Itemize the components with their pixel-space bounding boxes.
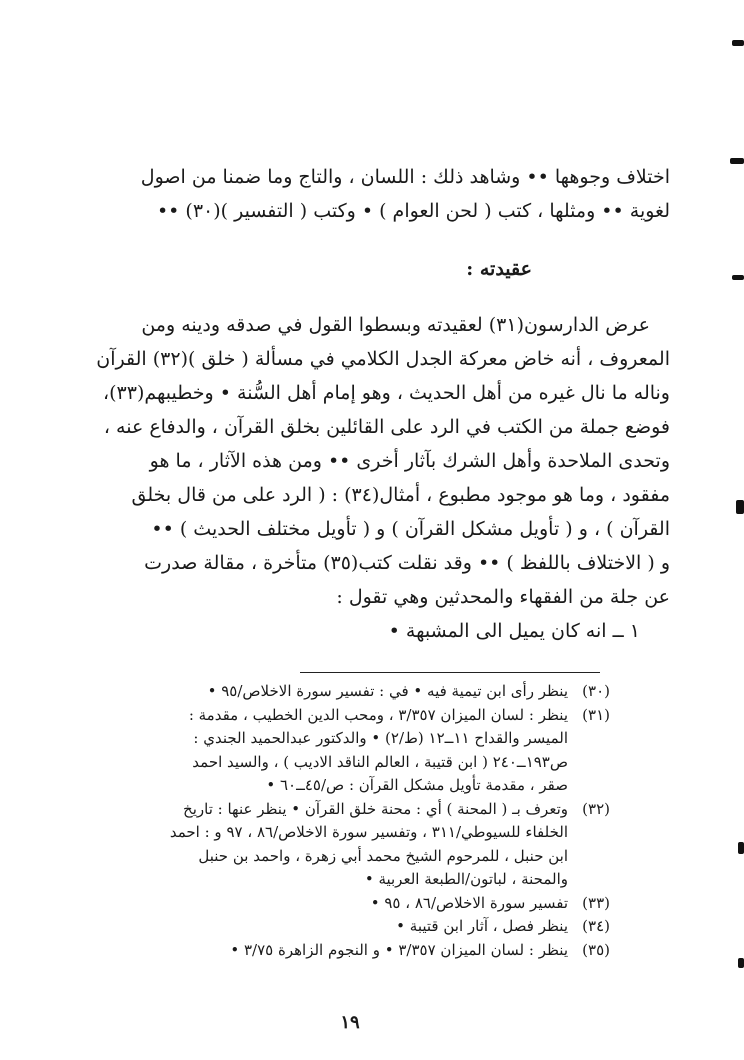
footnote-line: (٣٣)تفسير سورة الاخلاص/٨٦ ، ٩٥ • [70, 892, 610, 916]
text-line: لغوية •• ومثلها ، كتب ( لحن العوام ) • وكتب ( التفسير )(٣٠) •• [156, 200, 670, 222]
scan-edge-mark [730, 158, 744, 164]
text-line: فوضع جملة من الكتب في الرد على القائلين بخلق القرآن ، والدفاع عنه ، [103, 416, 670, 438]
intro-paragraph [70, 160, 670, 228]
footnote-line: (٣١)ينظر : لسان الميزان ٣/٣٥٧ ، ومحب الدين الخطيب ، مقدمة : [70, 704, 610, 728]
text-line: و ( الاختلاف باللفظ ) •• وقد نقلت كتب(٣٥) متأخرة ، مقالة صدرت [144, 552, 670, 574]
footnote-number: (٣٣) [582, 893, 610, 912]
text-line: عرض الدارسون(٣١) لعقيدته وبسطوا القول في صدقه ودينه ومن [141, 314, 650, 336]
footnote-line: والمحنة ، لباتون/الطبعة العربية • [364, 870, 568, 888]
footnote-line: صقر ، مقدمة تأويل مشكل القرآن : ص/٤٥ــ٦٠ • [266, 776, 568, 794]
footnote-number: (٣١) [582, 705, 610, 724]
footnote-line: ص١٩٣ــ٢٤٠ ( ابن قتيبة ، العالم الناقد الاديب ) ، والسيد احمد [192, 752, 568, 771]
text-line: وتحدى الملاحدة وأهل الشرك بآثار أخرى •• ومن هذه الآثار ، ما هو [149, 450, 670, 472]
footnote-line: (٣٢)وتعرف بـ ( المحنة ) أي : محنة خلق القرآن • ينظر عنها : تاريخ [70, 798, 610, 822]
text-line: اختلاف وجوهها •• وشاهد ذلك : اللسان ، والتاج وما ضمنا من اصول [140, 166, 670, 188]
footnote-line: (٣٠)ينظر رأى ابن تيمية فيه • في : تفسير سورة الاخلاص/٩٥ • [70, 680, 610, 704]
scan-edge-mark [732, 40, 744, 46]
footnote-line: (٣٥)ينظر : لسان الميزان ٣/٣٥٧ • و النجوم الزاهرة ٣/٧٥ • [70, 939, 610, 963]
page-number: ١٩ [340, 1012, 360, 1033]
section-body [70, 308, 670, 648]
footnote-line: ابن حنبل ، للمرحوم الشيخ محمد أبي زهرة ، واحمد بن حنبل [198, 846, 568, 865]
text-line: ١ ــ انه كان يميل الى المشبهة • [388, 620, 640, 642]
footnote-divider [300, 672, 600, 673]
footnote-number: (٣٠) [582, 682, 610, 700]
text-line: وناله ما نال غيره من أهل الحديث ، وهو إمام أهل السُّنة • وخطيبهم(٣٣)، [102, 382, 670, 404]
footnote-number: (٣٤) [582, 917, 610, 935]
footnote-line: الميسر والقداح ١١ــ١٢ (ط/٢) • والدكتور عبدالحميد الجندي : [193, 729, 568, 747]
footnote-number: (٣٢) [582, 799, 610, 818]
section-heading: عقيدته : [466, 258, 532, 280]
scan-edge-mark [738, 842, 744, 854]
text-line: القرآن ) ، و ( تأويل مشكل القرآن ) و ( تأويل مختلف الحديث ) •• [151, 518, 670, 540]
footnotes [70, 680, 610, 962]
scan-edge-mark [738, 958, 744, 968]
footnote-number: (٣٥) [582, 940, 610, 959]
scan-edge-mark [736, 500, 744, 514]
scan-edge-mark [732, 275, 744, 280]
text-line: المعروف ، أنه خاض معركة الجدل الكلامي في مسألة ( خلق )(٣٢) القرآن [96, 348, 670, 370]
footnote-line: (٣٤)ينظر فصل ، آثار ابن قتيبة • [70, 915, 610, 939]
text-line: مفقود ، وما هو موجود مطبوع ، أمثال(٣٤) : ( الرد على من قال بخلق [131, 484, 670, 506]
text-line: عن جلة من الفقهاء والمحدثين وهي تقول : [336, 586, 670, 608]
footnote-line: الخلفاء للسيوطي/٣١١ ، وتفسير سورة الاخلاص/٨٦ ، ٩٧ و : احمد [169, 823, 568, 841]
